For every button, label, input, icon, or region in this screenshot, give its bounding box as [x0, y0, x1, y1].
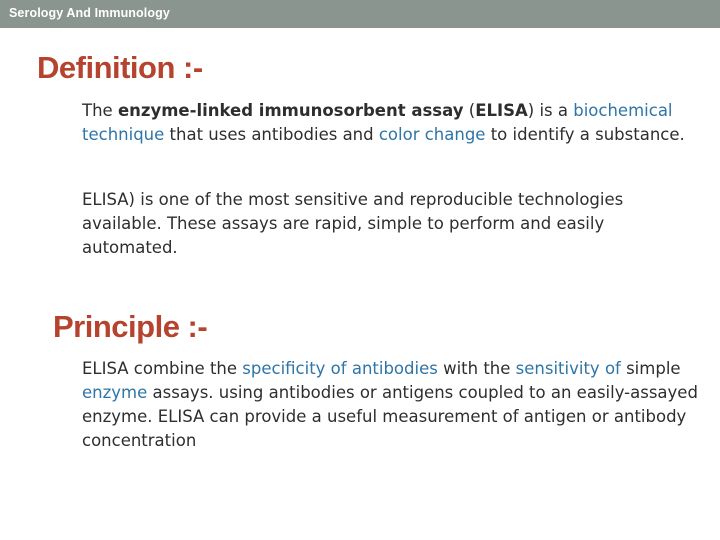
principle-paragraph [82, 357, 702, 453]
text-span: ) is a [527, 101, 574, 120]
text-span: ( [463, 101, 476, 120]
text-span: simple [620, 359, 681, 378]
text-span: that uses antibodies and [164, 125, 379, 144]
definition-heading: Definition :- [37, 50, 203, 85]
text-span: The [82, 101, 118, 120]
slide-header-bar [0, 0, 720, 28]
link-enzyme[interactable]: enzyme [82, 383, 148, 402]
definition-paragraph-1 [82, 99, 702, 147]
link-specificity-of-antibodies[interactable]: specificity of antibodies [242, 359, 438, 378]
bold-term-elisa-full-name: enzyme-linked immunosorbent assay [117, 101, 464, 120]
text-span: ELISA combine the [82, 359, 243, 378]
principle-heading: Principle :- [53, 309, 208, 344]
text-span: to identify a substance. [485, 125, 685, 144]
definition-paragraph-2: ELISA) is one of the most sensitive and reproducible technologies available. These assays are rapid, simple to perform and easily automated. [82, 190, 624, 257]
slide-header-title: Serology And Immunology [9, 6, 170, 20]
text-span: with the [437, 359, 516, 378]
link-color-change[interactable]: color change [378, 125, 486, 144]
link-sensitivity-of[interactable]: sensitivity of [515, 359, 621, 378]
bold-term-elisa: ELISA [475, 101, 528, 120]
link-biochemical-technique[interactable]: biochemical technique [82, 101, 673, 144]
text-span: assays. using antibodies or antigens coupled to an easily-assayed enzyme. ELISA can provide a useful measurement of antigen or antibody concentration [82, 383, 698, 450]
